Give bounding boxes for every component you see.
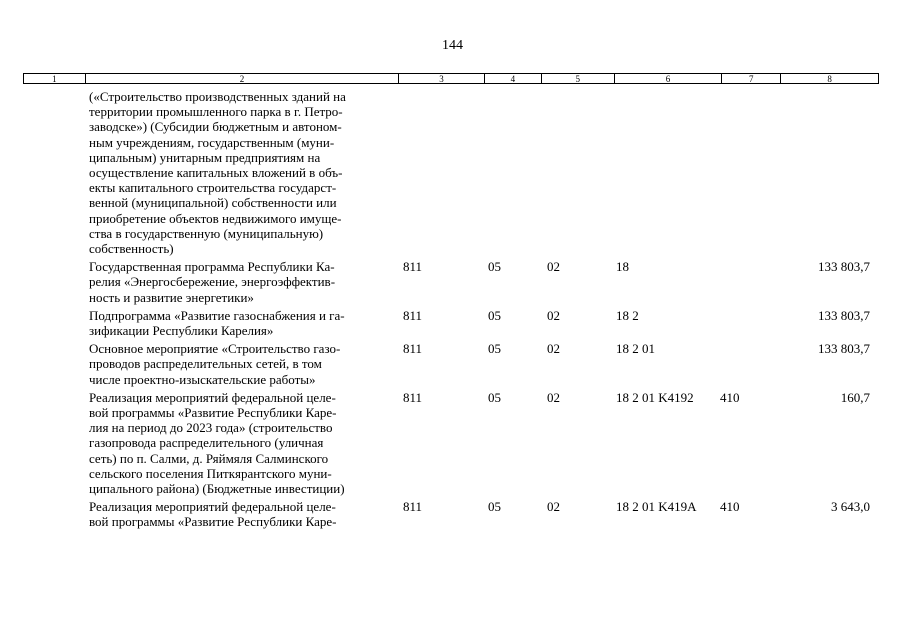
- row-section: 05: [488, 499, 501, 515]
- row-section: 05: [488, 389, 501, 405]
- row-subsection: 02: [547, 259, 560, 275]
- row-code: 811: [403, 499, 423, 515]
- row-code: 811: [403, 341, 423, 357]
- row-amount: 3 643,0: [831, 499, 870, 515]
- table-header: [23, 73, 879, 84]
- row-section: 05: [488, 259, 501, 275]
- row-amount: 133 803,7: [818, 307, 870, 323]
- table-row: [89, 341, 879, 387]
- row-target: 18 2: [616, 307, 639, 323]
- table-row: [89, 390, 879, 496]
- row-target: 18 2 01: [616, 341, 655, 357]
- row-section: 05: [488, 341, 501, 357]
- header-col-6: 6: [615, 74, 723, 83]
- row-name: Подпрограмма «Развитие газоснабжения и га- зификации Республики Карелия»: [89, 307, 345, 339]
- row-amount: [778, 89, 870, 256]
- row-type: 410: [720, 389, 740, 405]
- header-col-7: 7: [722, 74, 781, 83]
- row-name: Государственная программа Республики Ка- релия «Энергосбережение, энергоэффектив- ность и развитие энергетики»: [89, 259, 336, 305]
- row-amount: 133 803,7: [818, 259, 870, 275]
- row-type: [719, 89, 778, 256]
- row-name: («Строительство производственных зданий на территории промышленного парка в г. Петро- заводске») (Субсидии бюджетным и автоном- ным учреждениям, государственным (муни- ципальным) унитарным предприятиям на осуществление капитальных вложений в объ- екты капитального строительства государст- венной (муниципальной) собственности или приобретение объектов недвижимого имуще- ства в государственную (муниципальную) собственность): [89, 89, 346, 257]
- row-code: [395, 89, 481, 256]
- row-name: Реализация мероприятий федеральной целе- вой программы «Развитие Республики Каре-: [89, 499, 337, 530]
- row-subsection: 02: [547, 307, 560, 323]
- row-subsection: 02: [547, 499, 560, 515]
- row-type: [719, 341, 778, 387]
- row-name: Основное мероприятие «Строительство газо- проводов распределительных сетей, в том числе проектно-изыскательские работы»: [89, 341, 341, 387]
- header-col-2: 2: [86, 74, 399, 83]
- table-row: [89, 89, 879, 256]
- row-section: [481, 89, 538, 256]
- header-col-4: 4: [485, 74, 542, 83]
- header-col-5: 5: [542, 74, 615, 83]
- table-row: [89, 259, 879, 305]
- row-subsection: [538, 89, 611, 256]
- row-target: 18 2 01 K4192: [616, 389, 694, 405]
- header-col-3: 3: [399, 74, 485, 83]
- table-row: [89, 308, 879, 338]
- row-amount: 133 803,7: [818, 341, 870, 357]
- row-subsection: 02: [547, 389, 560, 405]
- page-number: 144: [442, 38, 463, 53]
- row-code: 811: [403, 389, 423, 405]
- row-target: [611, 89, 719, 256]
- row-section: 05: [488, 307, 501, 323]
- row-code: 811: [403, 259, 423, 275]
- row-type: [719, 259, 778, 305]
- row-target: 18: [616, 259, 629, 275]
- table-row: [89, 499, 879, 529]
- row-amount: 160,7: [840, 389, 870, 405]
- row-subsection: 02: [547, 341, 560, 357]
- header-col-1: 1: [24, 74, 86, 83]
- row-name: Реализация мероприятий федеральной целе- вой программы «Развитие Республики Каре- лия на период до 2023 года» (строительство газопровода распределительного (уличная сеть) по п. Салми, д. Ряймяля Салминского сельского поселения Питкярантского муни- ципального района) (Бюджетные инвестиции): [89, 389, 345, 497]
- row-code: 811: [403, 307, 423, 323]
- row-target: 18 2 01 K419A: [616, 499, 697, 515]
- header-col-8: 8: [827, 74, 832, 84]
- row-type: 410: [720, 499, 740, 515]
- row-type: [719, 308, 778, 338]
- table-body: [89, 89, 879, 533]
